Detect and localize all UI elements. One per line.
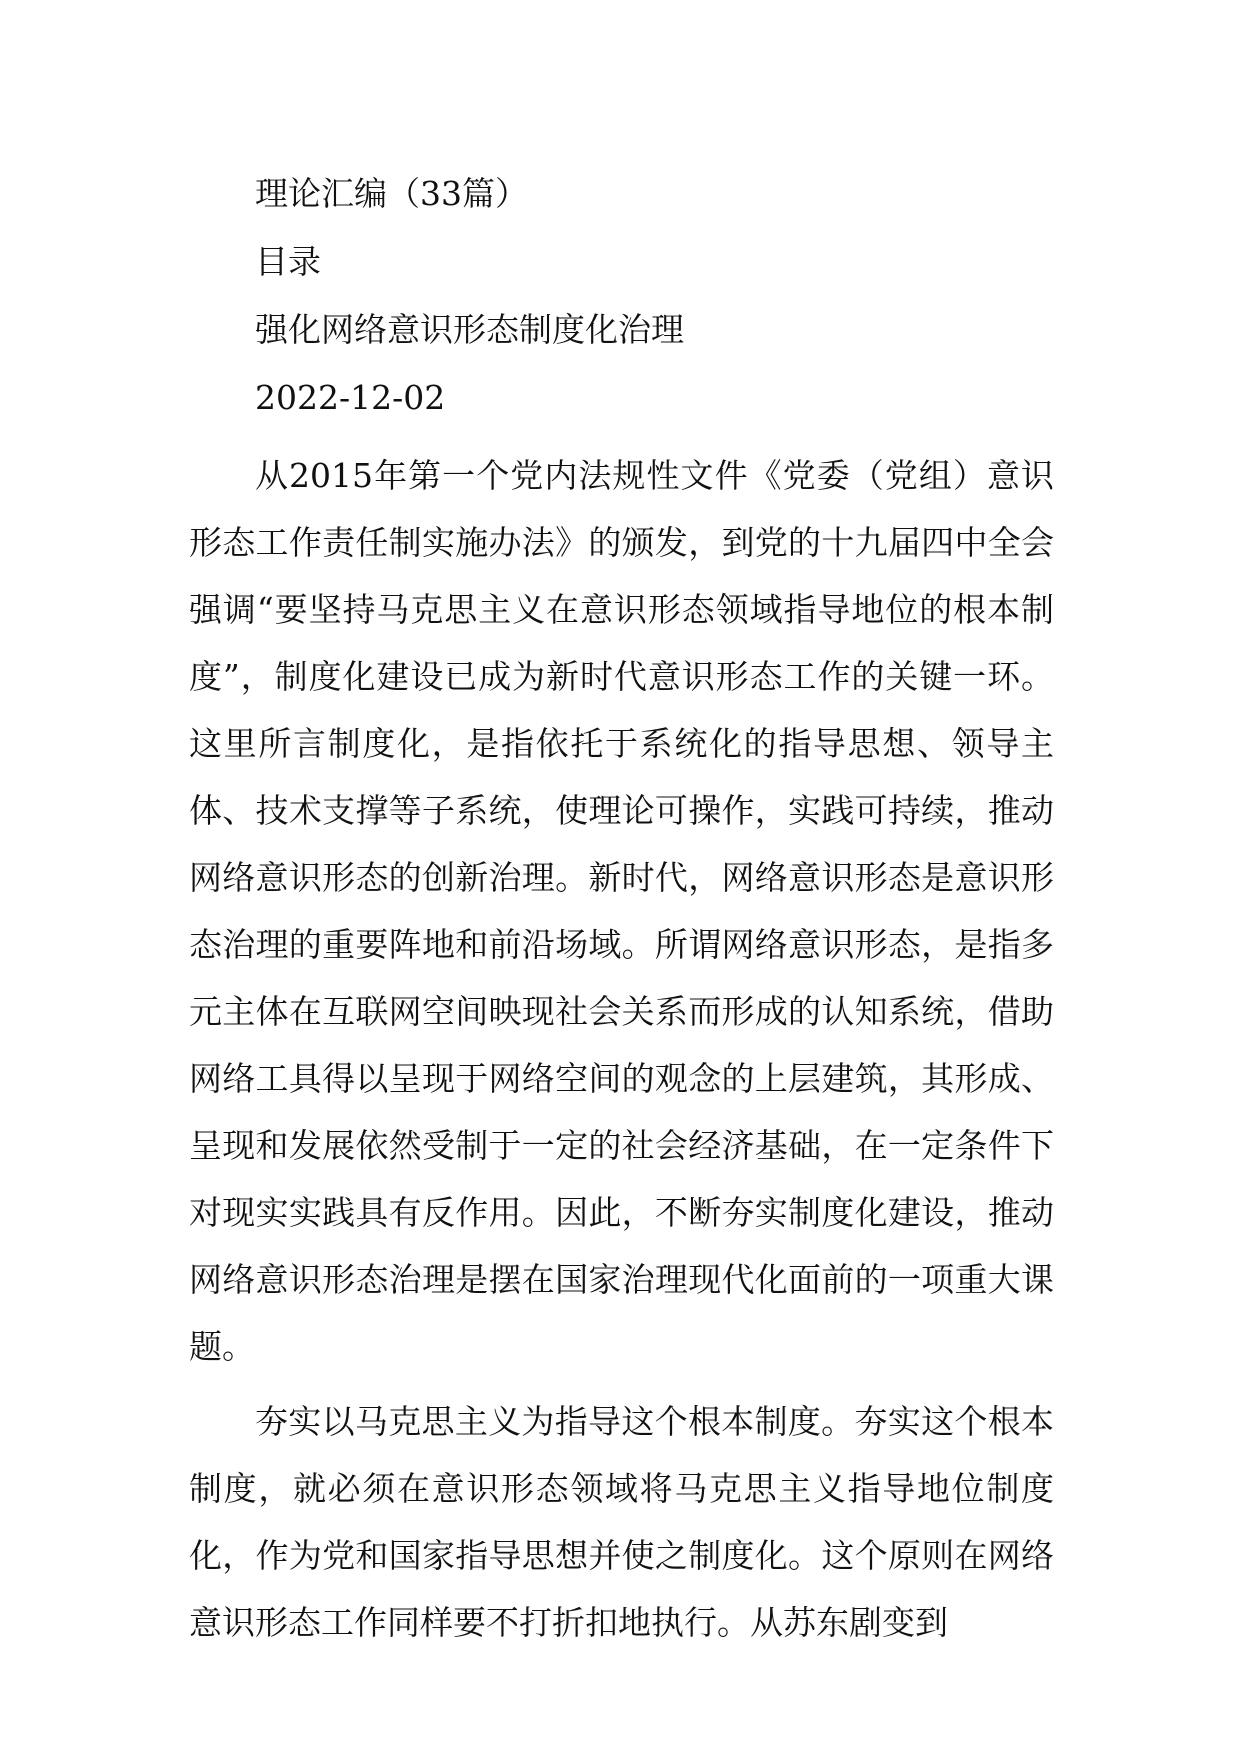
document-content	[189, 170, 1054, 1656]
body-paragraph: 从2015年第一个党内法规性文件《党委（党组）意识形态工作责任制实施办法》的颁发，到党的十九届四中全会强调“要坚持马克思主义在意识形态领域指导地位的根本制度”，制度化建设已成为新时代意识形态工作的关键一环。这里所言制度化，是指依托于系统化的指导思想、领导主体、技术支撑等子系统，使理论可操作，实践可持续，推动网络意识形态的创新治理。新时代，网络意识形态是意识形态治理的重要阵地和前沿场域。所谓网络意识形态，是指多元主体在互联网空间映现社会关系而形成的认知系统，借助网络工具得以呈现于网络空间的观念的上层建筑，其形成、呈现和发展依然受制于一定的社会经济基础，在一定条件下对现实实践具有反作用。因此，不断夯实制度化建设，推动网络意识形态治理是摆在国家治理现代化面前的一项重大课题。	[189, 456, 1054, 1366]
article-title: 强化网络意识形态制度化治理	[255, 310, 684, 349]
body-paragraph: 夯实以马克思主义为指导这个根本制度。夯实这个根本制度，就必须在意识形态领域将马克思主义指导地位制度化，作为党和国家指导思想并使之制度化。这个原则在网络意识形态工作同样要不打折扣地执行。从苏东剧变到	[189, 1402, 1054, 1642]
article-date: 2022-12-02	[255, 378, 446, 417]
collection-title: 理论汇编（33篇）	[255, 174, 528, 213]
toc-heading: 目录	[255, 242, 321, 281]
